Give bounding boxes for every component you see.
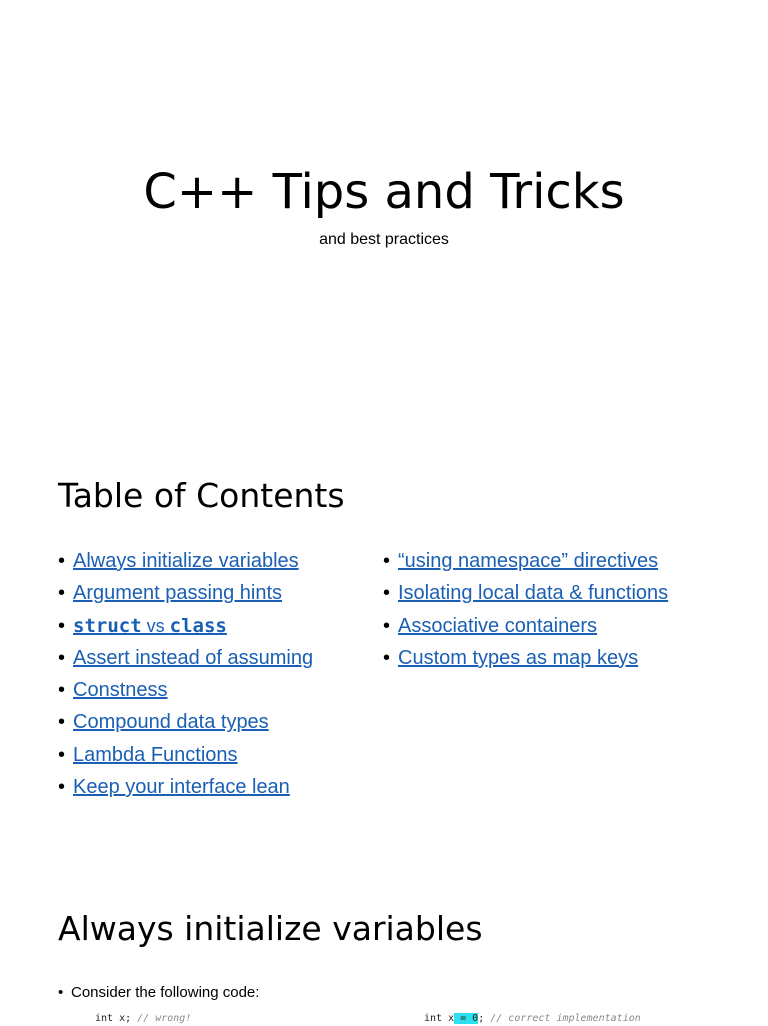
toc-link-lambda[interactable]: Lambda Functions [73,743,238,766]
list-item [383,642,668,674]
struct-keyword: struct [73,614,142,637]
toc-link-assert[interactable]: Assert instead of assuming [73,646,314,669]
bullet-icon: • [383,646,391,669]
toc-link-associative-containers[interactable]: Associative containers [398,614,597,637]
bullet-icon: • [58,582,66,605]
bullet-icon: • [383,614,391,637]
bullet-icon: • [58,614,66,637]
bullet-icon: • [58,743,66,766]
toc-link-lean-interface[interactable]: Keep your interface lean [73,776,290,799]
slide-subtitle: and best practices [319,231,449,248]
list-item [383,610,668,642]
slide-title: C++ Tips and Tricks [143,164,625,220]
bullet-icon: • [58,646,66,669]
bullet-icon: • [58,984,64,1001]
toc-link-isolating-local[interactable]: Isolating local data & functions [398,582,669,605]
toc-link-constness[interactable]: Constness [73,679,168,702]
toc-right-column [383,545,668,674]
list-item [383,545,668,577]
list-item [58,545,313,577]
toc-link-custom-map-keys[interactable]: Custom types as map keys [398,646,639,669]
bullet-icon: • [58,679,66,702]
bullet-icon: • [58,711,66,734]
list-item [58,739,313,771]
list-item [58,771,313,803]
list-item [383,577,668,609]
code-text: int x; [95,1013,138,1024]
toc-link-argument-passing[interactable]: Argument passing hints [73,582,283,605]
list-item [58,610,313,642]
code-text: ; [478,1013,491,1024]
section-bullet-text: Consider the following code: [71,984,260,1001]
toc-heading: Table of Contents [58,476,345,515]
class-keyword: class [169,614,227,637]
bullet-icon: • [383,582,391,605]
toc-left-column [58,545,313,803]
toc-link-struct-vs-class[interactable] [73,615,227,637]
toc-link-compound-types[interactable]: Compound data types [73,711,269,734]
toc-link-using-namespace[interactable]: “using namespace” directives [398,550,659,572]
section-bullet [58,982,259,1004]
code-comment: // correct implementation [490,1013,641,1024]
list-item [58,674,313,706]
list-item [58,577,313,609]
code-highlight: = 0 [454,1013,479,1024]
list-item [58,706,313,738]
vs-text: vs [141,615,170,636]
bullet-icon: • [58,776,66,799]
list-item [58,642,313,674]
toc-link-initialize-variables[interactable]: Always initialize variables [73,550,299,572]
section-heading: Always initialize variables [58,909,483,948]
code-comment: // wrong! [137,1013,192,1024]
code-text: int x [424,1013,455,1024]
bullet-icon: • [383,550,391,572]
bullet-icon: • [58,550,66,572]
